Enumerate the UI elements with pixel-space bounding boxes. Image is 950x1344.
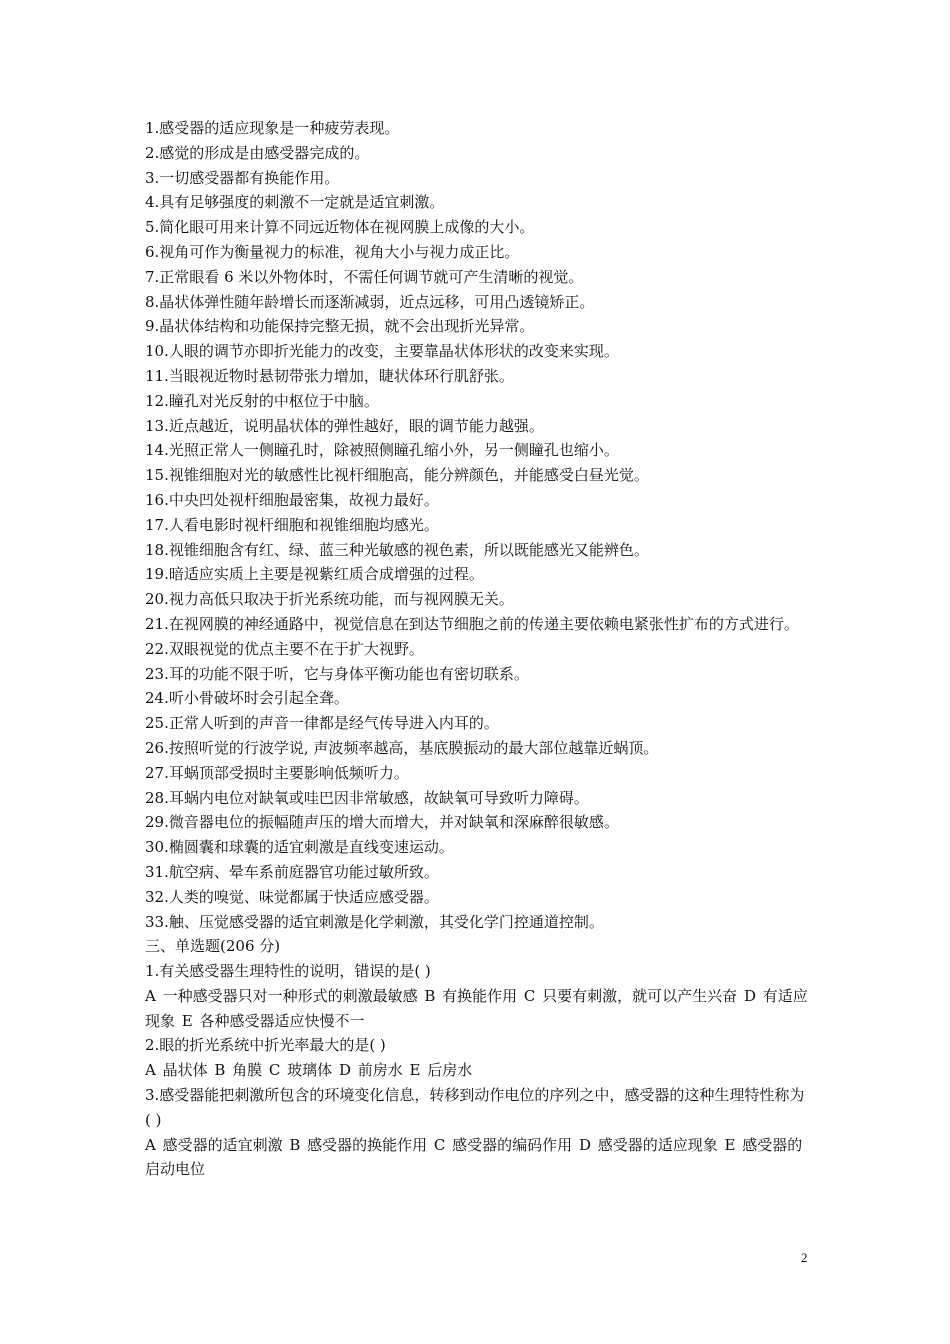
tf-item-20: 20.视力高低只取决于折光系统功能，而与视网膜无关。 [145, 590, 514, 609]
tf-item-12: 12.瞳孔对光反射的中枢位于中脑。 [145, 391, 379, 410]
question-3: 3.感受器能把刺激所包含的环境变化信息，转移到动作电位的序列之中，感受器的这种生理特性称为( ) [145, 1086, 805, 1129]
tf-item-30: 30.椭圆囊和球囊的适宜刺激是直线变速运动。 [145, 838, 454, 857]
tf-item-24: 24.听小骨破坏时会引起全聋。 [145, 689, 349, 708]
tf-item-6: 6.视角可作为衡量视力的标准，视角大小与视力成正比。 [145, 242, 520, 261]
document-body [145, 116, 810, 1182]
tf-item-2: 2.感觉的形成是由感受器完成的。 [145, 143, 370, 162]
tf-item-23: 23.耳的功能不限于听，它与身体平衡功能也有密切联系。 [145, 664, 529, 683]
tf-item-9: 9.晶状体结构和功能保持完整无损，就不会出现折光异常。 [145, 317, 535, 336]
tf-item-19: 19.暗适应实质上主要是视紫红质合成增强的过程。 [145, 565, 484, 584]
tf-item-13: 13.近点越近，说明晶状体的弹性越好，眼的调节能力越强。 [145, 416, 544, 435]
tf-item-10: 10.人眼的调节亦即折光能力的改变，主要靠晶状体形状的改变来实现。 [145, 342, 619, 361]
tf-item-22: 22.双眼视觉的优点主要不在于扩大视野。 [145, 639, 424, 658]
tf-item-1: 1.感受器的适应现象是一种疲劳表现。 [145, 119, 400, 137]
tf-item-25: 25.正常人听到的声音一律都是经气传导进入内耳的。 [145, 714, 499, 733]
tf-item-29: 29.微音器电位的振幅随声压的增大而增大，并对缺氧和深麻醉很敏感。 [145, 813, 619, 832]
section-heading: 三、单选题(206 分) [145, 937, 281, 956]
tf-item-7: 7.正常眼看 6 米以外物体时，不需任何调节就可产生清晰的视觉。 [145, 267, 584, 286]
tf-item-14: 14.光照正常人一侧瞳孔时，除被照侧瞳孔缩小外，另一侧瞳孔也缩小。 [145, 441, 619, 460]
tf-item-31: 31.航空病、晕车系前庭器官功能过敏所致。 [145, 862, 439, 881]
question-1: 1.有关感受器生理特性的说明，错误的是( ) [145, 962, 431, 981]
tf-item-28: 28.耳蜗内电位对缺氧或哇巴因非常敏感，故缺氧可导致听力障碍。 [145, 788, 589, 807]
tf-item-32: 32.人类的嗅觉、味觉都属于快适应感受器。 [145, 887, 439, 906]
question-1-options: A 一种感受器只对一种形式的刺激最敏感 B 有换能作用 C 只要有刺激，就可以产生兴奋 D 有适应现象 E 各种感受器适应快慢不一 [145, 986, 808, 1030]
tf-item-18: 18.视锥细胞含有红、绿、蓝三种光敏感的视色素，所以既能感光又能辨色。 [145, 540, 649, 559]
tf-item-4: 4.具有足够强度的刺激不一定就是适宜刺激。 [145, 193, 445, 212]
tf-item-21: 21.在视网膜的神经通路中，视觉信息在到达节细胞之前的传递主要依赖电紧张性扩布的方式进行。 [145, 614, 799, 633]
tf-item-15: 15.视锥细胞对光的敏感性比视杆细胞高，能分辨颜色，并能感受白昼光觉。 [145, 466, 649, 485]
tf-item-8: 8.晶状体弹性随年龄增长而逐渐减弱，近点远移，可用凸透镜矫正。 [145, 292, 595, 311]
tf-item-26: 26.按照听觉的行波学说, 声波频率越高，基底膜振动的最大部位越靠近蜗顶。 [145, 738, 659, 757]
tf-item-27: 27.耳蜗顶部受损时主要影响低频听力。 [145, 763, 409, 782]
tf-item-17: 17.人看电影时视杆细胞和视锥细胞均感光。 [145, 515, 439, 534]
page-number: 2 [801, 1250, 808, 1265]
tf-item-3: 3.一切感受器都有换能作用。 [145, 168, 340, 187]
question-2: 2.眼的折光系统中折光率最大的是( ) [145, 1036, 386, 1055]
question-3-options: A 感受器的适宜刺激 B 感受器的换能作用 C 感受器的编码作用 D 感受器的适应现象 E 感受器的启动电位 [145, 1135, 803, 1179]
tf-item-33: 33.触、压觉感受器的适宜刺激是化学刺激，其受化学门控通道控制。 [145, 912, 604, 931]
tf-item-11: 11.当眼视近物时悬韧带张力增加，睫状体环行肌舒张。 [145, 366, 514, 385]
question-2-options: A 晶状体 B 角膜 C 玻璃体 D 前房水 E 后房水 [145, 1061, 473, 1080]
tf-item-5: 5.简化眼可用来计算不同远近物体在视网膜上成像的大小。 [145, 218, 535, 237]
tf-item-16: 16.中央凹处视杆细胞最密集，故视力最好。 [145, 490, 439, 509]
